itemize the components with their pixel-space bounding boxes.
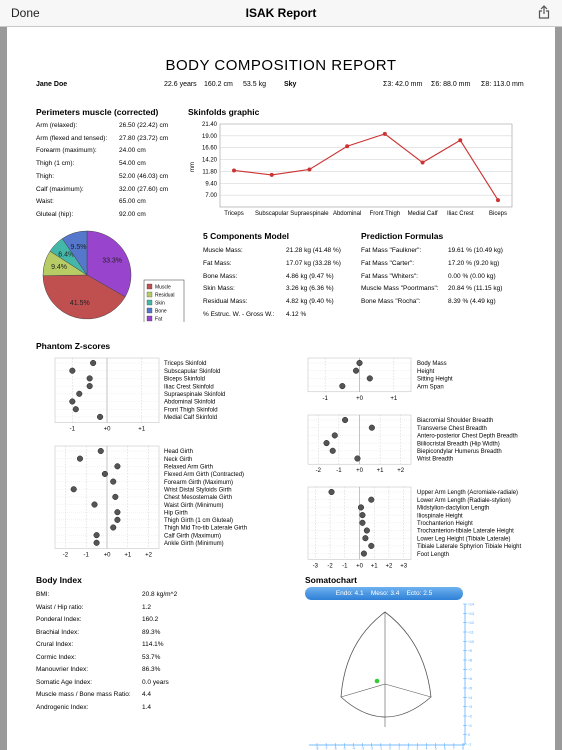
somato-x-tick-label: -1 — [379, 746, 383, 750]
zscore-point — [110, 479, 116, 485]
row-value: 54.00 cm — [119, 160, 146, 168]
pie-slice-label: 9.4% — [51, 264, 68, 272]
zscore-label: Antero-posterior Chest Depth Breadth — [417, 433, 518, 440]
zscore-label: Waist Girth (Minimum) — [164, 502, 224, 509]
zscore-label: Arm Span — [417, 384, 444, 391]
zscore-point — [115, 517, 121, 523]
zscore-tick-label: -1 — [322, 395, 328, 402]
zscore-label: Lower Arm Length (Radiale-stylion) — [417, 497, 511, 504]
somato-x-tick-label: -4 — [352, 746, 355, 750]
zscore-label: Abdominal Skinfold — [164, 399, 216, 406]
zscore-tick-label: +1 — [138, 426, 146, 433]
pie-slice-label: 33.3% — [102, 257, 123, 265]
zscore-point — [358, 505, 364, 511]
zscore-label: Subscapular Skinfold — [164, 368, 221, 375]
zscore-point — [76, 391, 82, 397]
zscore-point — [98, 448, 104, 454]
zscore-label: Wrist Distal Styloids Girth — [164, 487, 232, 494]
skinfold-point — [270, 173, 274, 177]
row-value: 53.7% — [142, 653, 161, 661]
zscore-point — [71, 486, 77, 492]
zscore-point — [70, 368, 76, 374]
somato-y-tick-label: +9 — [468, 649, 472, 654]
row-label: Crural Index: — [36, 641, 74, 648]
phantom-zscores-chart — [7, 347, 555, 587]
athlete-sport: Sky — [284, 81, 297, 88]
row-value: 27.80 (23.72) cm — [119, 134, 169, 142]
zscore-label: Hip Girth — [164, 510, 188, 517]
athlete-age: 22.6 years — [164, 81, 197, 88]
somato-x-tick-label: 2 — [407, 746, 410, 750]
row-label: Somatic Age Index: — [36, 678, 93, 686]
zscore-label: Forearm Girth (Maximum) — [164, 479, 234, 486]
zscore-point — [102, 471, 108, 477]
row-label: Muscle Mass: — [203, 247, 243, 254]
row-label: Skin Mass: — [203, 285, 235, 293]
skinfold-point — [496, 198, 500, 202]
zscore-label: Ankle Girth (Minimum) — [164, 541, 224, 547]
skinfold-point — [458, 138, 462, 142]
zscore-tick-label: +0 — [356, 563, 363, 570]
composition-pie-chart — [32, 227, 187, 322]
skinfold-point — [345, 144, 349, 148]
skinfold-point — [307, 167, 311, 171]
skinfold-point — [232, 168, 236, 172]
somato-x-tick-label: -6 — [333, 746, 337, 750]
zscore-label: Relaxed Arm Girth — [164, 464, 214, 471]
body-index-title: Body Index — [36, 575, 82, 585]
row-value: 32.00 (27.60) cm — [119, 185, 169, 193]
report-title: BODY COMPOSITION REPORT — [165, 57, 397, 74]
zscore-point — [364, 528, 370, 534]
row-value: 17.20 % (9.20 kg) — [448, 259, 500, 267]
zscore-point — [360, 512, 366, 518]
row-label: Cormic Index: — [36, 653, 77, 661]
skinfold-point — [383, 132, 387, 136]
somato-x-tick-label: -2 — [370, 746, 374, 750]
zscore-point — [330, 448, 336, 454]
zscore-point — [110, 525, 116, 531]
zscore-label: Biepicondylar Humerus Breadth — [417, 449, 502, 455]
zscore-tick-label: -1 — [336, 468, 342, 475]
phantom-title: Phantom Z-scores — [36, 341, 111, 351]
zscore-tick-label: -1 — [83, 552, 89, 559]
legend-label: Skin — [155, 300, 165, 307]
somato-x-tick-label: -5 — [342, 746, 346, 750]
legend-swatch — [147, 308, 152, 313]
five-components-title: 5 Components Model — [203, 231, 289, 241]
x-tick-label: Front Thigh — [369, 211, 401, 217]
row-label: Brachial Index: — [36, 628, 79, 636]
row-label: Arm (relaxed): — [36, 122, 78, 129]
zscore-tick-label: +3 — [400, 563, 408, 570]
zscore-point — [97, 414, 103, 420]
row-label: Thigh: — [36, 172, 55, 180]
endo-value: Endo: 4.1 — [335, 590, 364, 597]
somato-y-tick-label: -1 — [468, 742, 472, 747]
row-label: Fat Mass "Carter": — [361, 259, 415, 267]
zscore-label: Sitting Height — [417, 376, 453, 383]
row-value: 20.8 kg/m^2 — [142, 591, 178, 598]
zscore-point — [340, 383, 346, 389]
zscore-point — [92, 502, 98, 508]
row-value: 52.00 (46.03) cm — [119, 172, 169, 180]
y-tick-label: 14.20 — [201, 157, 217, 164]
zscore-point — [94, 532, 100, 538]
zscore-label: Upper Arm Length (Acromiale-radiale) — [417, 490, 519, 497]
row-label: Gluteal (hip): — [36, 210, 74, 218]
zscore-tick-label: -2 — [62, 552, 69, 559]
zscore-point — [368, 543, 374, 549]
row-label: Waist / Hip ratio: — [36, 603, 84, 611]
meso-value: Meso: 3.4 — [370, 590, 400, 597]
row-label: BMI: — [36, 591, 50, 598]
row-value: 92.00 cm — [119, 210, 146, 218]
zscore-label: Lower Leg Height (Tibiale Laterale) — [417, 536, 511, 543]
somato-y-tick-label: +7 — [468, 667, 472, 672]
ecto-value: Ecto: 2.5 — [406, 590, 433, 597]
sum6-skinfolds: Σ6: 88.0 mm — [431, 81, 471, 88]
zscore-label: Neck Girth — [164, 456, 193, 463]
perimeters-title: Perimeters muscle (corrected) — [36, 107, 159, 117]
legend-label: Residual — [155, 292, 175, 299]
row-value: 1.4 — [142, 703, 152, 711]
zscore-point — [332, 433, 338, 439]
row-label: Muscle Mass "Poortmans": — [361, 285, 439, 293]
row-label: % Estruc. W. - Gross W.: — [203, 311, 275, 318]
row-value: 26.50 (22.42) cm — [119, 122, 169, 129]
zscore-point — [360, 520, 366, 526]
zscore-point — [90, 360, 96, 366]
y-tick-label: 16.60 — [201, 145, 217, 152]
somatochart-title: Somatochart — [305, 575, 357, 585]
pie-slice-label: 9.5% — [70, 244, 87, 252]
zscore-point — [329, 489, 335, 495]
zscore-tick-label: +0 — [103, 426, 111, 433]
zscore-label: Wrist Breadth — [417, 456, 454, 463]
somatochart — [305, 602, 475, 750]
x-tick-label: Supraespinale — [290, 211, 329, 217]
zscore-tick-label: +1 — [370, 563, 378, 570]
somato-x-tick-label: 1 — [398, 746, 401, 750]
somato-y-tick-label: +6 — [468, 677, 472, 682]
y-tick-label: 11.80 — [202, 169, 217, 176]
pie-slice-label: 41.5% — [69, 300, 90, 308]
somato-y-tick-label: +5 — [468, 686, 472, 691]
zscore-tick-label: +1 — [124, 552, 132, 559]
somato-x-tick-label: 0 — [389, 746, 391, 750]
somato-y-tick-label: +1 — [468, 723, 472, 728]
row-label: Fat Mass: — [203, 259, 232, 267]
row-label: Residual Mass: — [203, 298, 248, 306]
row-label: Calf (maximum): — [36, 185, 84, 193]
row-label: Androgenic Index: — [36, 703, 89, 711]
row-label: Muscle mass / Bone mass Ratio: — [36, 691, 131, 698]
legend-swatch — [147, 292, 152, 297]
zscore-point — [94, 540, 100, 546]
legend-swatch — [147, 316, 152, 321]
zscore-tick-label: -1 — [342, 563, 348, 570]
zscore-point — [324, 440, 330, 446]
row-value: 4.82 kg (9.40 %) — [286, 298, 334, 306]
row-value: 17.07 kg (33.28 %) — [286, 259, 341, 267]
somato-y-tick-label: +8 — [468, 658, 472, 663]
somato-y-tick-label: +3 — [468, 705, 472, 710]
skinfolds-title: Skinfolds graphic — [188, 107, 260, 117]
somato-y-tick-label: +10 — [468, 639, 474, 644]
zscore-tick-label: -2 — [315, 468, 321, 475]
zscore-point — [363, 535, 369, 541]
legend-label: Muscle — [155, 284, 171, 291]
somato-y-tick-label: +11 — [468, 630, 474, 635]
done-button[interactable]: Done — [11, 6, 40, 20]
zscore-label: Supraespinale Skinfold — [164, 392, 226, 398]
zscore-tick-label: +0 — [356, 468, 363, 475]
zscore-tick-label: +0 — [103, 552, 111, 559]
somato-x-tick-label: -8 — [315, 746, 319, 750]
legend-swatch — [147, 284, 152, 289]
zscore-label: Head Girth — [164, 449, 194, 456]
somato-y-tick-label: +2 — [468, 714, 472, 719]
somatotype-point — [375, 679, 380, 684]
row-value: 65.00 cm — [119, 198, 146, 206]
zscore-point — [113, 494, 119, 500]
x-tick-label: Abdominal — [332, 211, 362, 217]
row-value: 114.1% — [142, 641, 164, 648]
share-icon[interactable] — [538, 5, 550, 19]
row-label: Bone Mass "Rocha": — [361, 298, 421, 306]
zscore-point — [368, 497, 374, 503]
navigation-bar — [0, 0, 562, 27]
zscore-point — [77, 456, 83, 462]
zscore-tick-label: +2 — [397, 468, 405, 475]
row-value: 0.00 % (0.00 kg) — [448, 272, 496, 280]
somatochart-reuleaux — [341, 612, 431, 717]
sum8-skinfolds: Σ8: 113.0 mm — [481, 81, 524, 88]
zscore-label: Trochanterion-tibiale Laterale Height — [417, 528, 514, 535]
zscore-point — [353, 368, 359, 374]
zscore-tick-label: +1 — [390, 395, 398, 402]
zscore-label: Triceps Skinfold — [164, 361, 207, 368]
zscore-point — [87, 383, 93, 389]
zscore-point — [70, 399, 76, 405]
athlete-height: 160.2 cm — [204, 81, 233, 88]
row-value: 24.00 cm — [119, 147, 146, 155]
somato-y-tick-label: +4 — [468, 695, 472, 700]
zscore-tick-label: +0 — [356, 395, 363, 402]
y-axis-label: mm — [190, 162, 196, 172]
row-label: Manouvrier Index: — [36, 666, 89, 673]
zscore-point — [115, 464, 121, 470]
somato-x-tick-label: 3 — [416, 746, 419, 750]
somato-y-tick-label: +13 — [468, 611, 474, 616]
zscore-point — [115, 509, 121, 515]
y-tick-label: 9.40 — [205, 181, 217, 188]
sum3-skinfolds: Σ3: 42.0 mm — [383, 81, 423, 88]
somato-x-tick-label: -3 — [361, 746, 365, 750]
zscore-label: Flexed Arm Girth (Contracted) — [164, 472, 245, 479]
athlete-name: Jane Doe — [36, 81, 68, 88]
somato-x-tick-label: 8 — [462, 746, 464, 750]
zscore-point — [357, 360, 363, 366]
zscore-label: Body Mass — [417, 361, 447, 368]
y-tick-label: 19.00 — [201, 133, 217, 140]
zscore-label: Iliac Crest Skinfold — [164, 384, 214, 391]
zscore-tick-label: -2 — [327, 563, 333, 570]
row-label: Thigh (1 cm): — [36, 160, 75, 168]
row-value: 19.61 % (10.49 kg) — [448, 247, 503, 254]
skinfold-point — [421, 161, 425, 165]
x-tick-label: Subscapular — [255, 211, 289, 217]
x-tick-label: Triceps — [224, 211, 244, 217]
zscore-label: Biacromial Shoulder Breadth — [417, 418, 494, 425]
row-value: 4.4 — [142, 691, 152, 698]
zscore-label: Height — [417, 368, 435, 375]
row-value: 3.26 kg (6.36 %) — [286, 285, 334, 293]
row-value: 86.3% — [142, 666, 161, 673]
zscore-point — [342, 417, 348, 423]
report-page[interactable] — [7, 27, 555, 750]
zscore-label: Trochanterion Height — [417, 521, 473, 527]
athlete-weight: 53.5 kg — [243, 81, 266, 88]
row-value: 20.84 % (11.15 kg) — [448, 285, 503, 293]
legend-label: Fat — [155, 316, 163, 322]
zscore-label: Iliospinale Height — [417, 513, 463, 520]
somato-x-tick-label: 7 — [452, 746, 455, 750]
zscore-label: Transverse Chest Breadth — [417, 425, 487, 432]
row-value: 8.39 % (4.49 kg) — [448, 298, 496, 306]
skinfold-series-line — [234, 134, 498, 200]
zscore-point — [355, 456, 361, 462]
legend-label: Bone — [155, 308, 167, 315]
row-label: Arm (flexed and tensed): — [36, 134, 108, 142]
zscore-point — [369, 425, 375, 431]
somato-y-tick-label: +14 — [468, 602, 474, 607]
zscore-label: Front Thigh Skinfold — [164, 407, 218, 414]
skinfolds-chart — [182, 117, 527, 217]
zscore-label: Calf Girth (Maximum) — [164, 533, 222, 540]
row-value: 1.2 — [142, 603, 152, 611]
zscore-tick-label: +2 — [385, 563, 393, 570]
zscore-label: Tibiale Laterale Sphyrion Tibiale Height — [417, 544, 522, 551]
somato-x-tick-label: -7 — [324, 746, 328, 750]
somato-ecto-line — [385, 684, 431, 697]
row-value: 160.2 — [142, 616, 159, 623]
zscore-point — [87, 376, 93, 382]
somatotype-values-bar — [305, 587, 463, 600]
row-value: 21.28 kg (41.48 %) — [286, 247, 341, 254]
zscore-label: Chest Mesosternale Girth — [164, 495, 233, 502]
row-label: Forearm (maximum): — [36, 147, 97, 155]
zscore-label: Medial Calf Skinfold — [164, 415, 218, 422]
x-tick-label: Medial Calf — [407, 211, 438, 217]
row-value: 0.0 years — [142, 678, 169, 686]
zscore-point — [367, 376, 373, 382]
row-label: Fat Mass "Faulkner": — [361, 247, 422, 254]
zscore-tick-label: -1 — [69, 426, 76, 433]
somato-x-tick-label: 6 — [443, 746, 446, 750]
row-value: 4.86 kg (9.47 %) — [286, 272, 334, 280]
row-value: 4.12 % — [286, 311, 307, 318]
zscore-label: Midstylion-dactylion Length — [417, 505, 490, 512]
zscore-label: Thigh Girth (1 cm Gluteal) — [164, 518, 234, 525]
zscore-label: Biiliocristal Breadth (Hip Width) — [417, 441, 500, 448]
zscore-label: Foot Length — [417, 551, 450, 558]
somato-x-tick-label: 5 — [434, 746, 437, 750]
zscore-point — [361, 551, 367, 557]
row-value: 89.3% — [142, 628, 161, 636]
pie-slice-label: 6.4% — [58, 251, 75, 259]
skinfold-plot-area — [220, 124, 512, 207]
row-label: Bone Mass: — [203, 272, 238, 280]
zscore-tick-label: +2 — [145, 552, 153, 559]
zscore-point — [73, 406, 79, 412]
zscore-tick-label: -3 — [312, 563, 319, 570]
zscore-label: Thigh Mid Tro-tib Laterale Girth — [164, 525, 248, 532]
row-label: Ponderal Index: — [36, 616, 82, 623]
legend-swatch — [147, 300, 152, 305]
row-label: Fat Mass "Whiters": — [361, 272, 418, 280]
somato-y-tick-label: +12 — [468, 621, 474, 626]
somato-y-tick-label: 0 — [468, 733, 470, 738]
prediction-title: Prediction Formulas — [361, 231, 444, 241]
somato-endo-line — [341, 684, 385, 697]
row-label: Waist: — [36, 198, 54, 206]
x-tick-label: Iliac Crest — [446, 211, 474, 217]
zscore-tick-label: +1 — [376, 468, 384, 475]
nav-title: ISAK Report — [245, 6, 317, 20]
y-tick-label: 7.00 — [205, 193, 217, 200]
x-tick-label: Biceps — [488, 211, 508, 217]
zscore-label: Biceps Skinfold — [164, 376, 206, 383]
somato-x-tick-label: 4 — [425, 746, 428, 750]
y-tick-label: 21.40 — [201, 122, 217, 128]
